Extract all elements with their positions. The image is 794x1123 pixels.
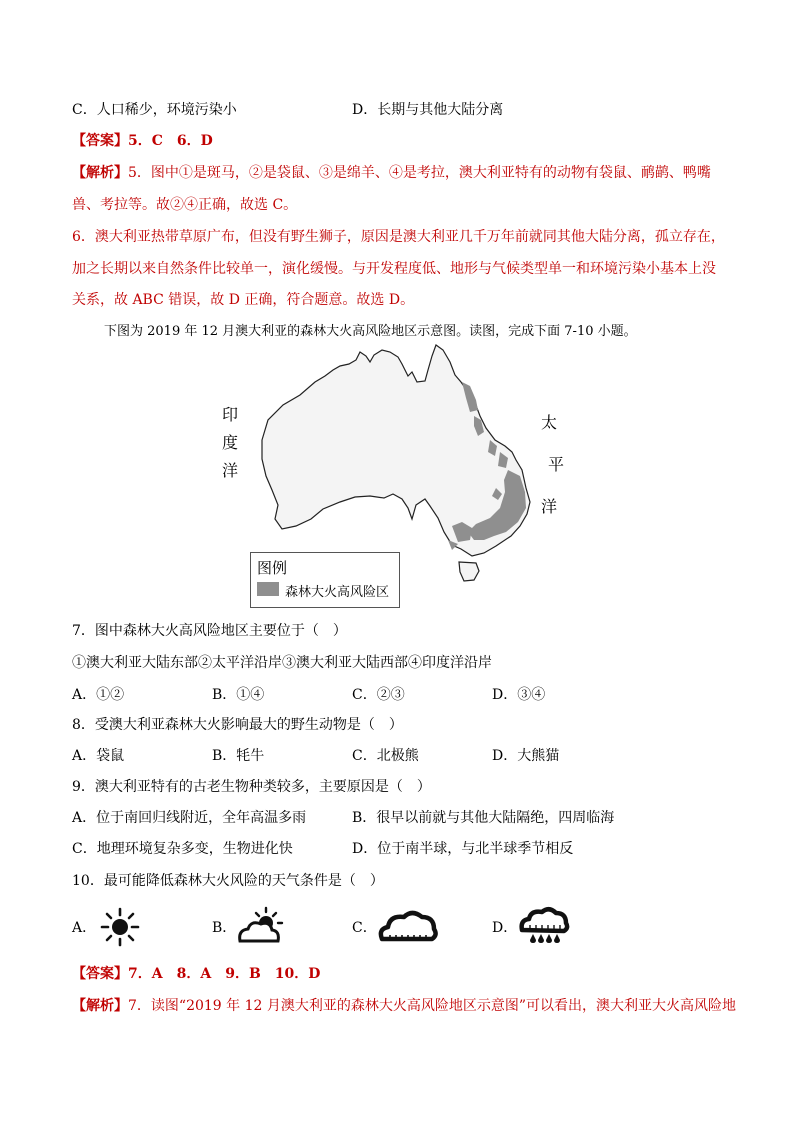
answer-tag: 【答案】 [72, 966, 128, 982]
legend-title: 图例 [257, 559, 288, 577]
analysis-tag: 【解析】 [72, 165, 128, 181]
sunny-icon [100, 907, 140, 947]
answer-block-1 [72, 131, 213, 151]
q8-option-c: C．北极熊 [352, 748, 419, 764]
tasmania [459, 562, 479, 581]
analysis-text: 5．图中①是斑马，②是袋鼠、③是绵羊、④是考拉，澳大利亚特有的动物有袋鼠、鸸鹋、鸭嘴 [128, 165, 711, 181]
q9-option-d: D．位于南半球，与北半球季节相反 [352, 841, 574, 857]
map-intro: 下图为 2019 年 12 月澳大利亚的森林大火高风险地区示意图。读图，完成下面 7-10 小题。 [104, 324, 637, 339]
q9-option-a: A．位于南回归线附近，全年高温多雨 [72, 810, 307, 826]
q7-option-a: A．①② [72, 687, 125, 703]
pacific-ocean-char-2: 平 [548, 455, 565, 474]
q7-stem: 7．图中森林大火高风险地区主要位于（ ） [72, 623, 347, 639]
analysis-line-5: 关系，故 ABC 错误，故 D 正确，符合题意。故选 D。 [72, 292, 415, 308]
pacific-ocean-char-3: 洋 [541, 497, 558, 516]
indian-ocean-char-2: 度 [222, 433, 239, 452]
q10-option-d: D． [492, 920, 518, 936]
analysis-line-4: 加之长期以来自然条件比较单一，演化缓慢。与开发程度低、地形与气候类型单一和环境污染小基本上没 [72, 261, 716, 277]
q5-option-d: D．长期与其他大陆分离 [352, 102, 504, 118]
answer-text: 5．C 6．D [128, 133, 213, 149]
analysis-line-2: 兽、考拉等。故②④正确，故选 C。 [72, 197, 298, 213]
q8-stem: 8．受澳大利亚森林大火影响最大的野生动物是（ ） [72, 717, 403, 733]
analysis-block-2 [72, 996, 736, 1016]
q10-option-c: C． [352, 920, 377, 936]
cloudy-icon [376, 905, 440, 945]
map-legend [250, 552, 400, 608]
analysis-line-1 [72, 163, 711, 183]
q9-option-c: C．地理环境复杂多变，生物进化快 [72, 841, 293, 857]
q8-option-b: B．牦牛 [212, 748, 265, 764]
answer-block-2 [72, 964, 320, 984]
q5-option-c: C．人口稀少，环境污染小 [72, 102, 237, 118]
q10-stem: 10．最可能降低森林大火风险的天气条件是（ ） [72, 873, 384, 889]
pacific-ocean-char-1: 太 [541, 413, 558, 432]
q7-option-c: C．②③ [352, 687, 405, 703]
q10-option-a: A． [72, 920, 97, 936]
q7-option-b: B．①④ [212, 687, 265, 703]
analysis-line-3: 6．澳大利亚热带草原广布，但没有野生狮子，原因是澳大利亚几千万年前就同其他大陆分离，孤立存在， [72, 229, 725, 245]
q8-option-a: A．袋鼠 [72, 748, 125, 764]
indian-ocean-char-3: 洋 [222, 461, 239, 480]
q8-option-d: D．大熊猫 [492, 748, 560, 764]
legend-swatch [257, 582, 279, 596]
answer-tag: 【答案】 [72, 133, 128, 149]
australia-mainland [262, 345, 530, 556]
q9-option-b: B．很早以前就与其他大陆隔绝，四周临海 [352, 810, 615, 826]
q9-stem: 9．澳大利亚特有的古老生物种类较多，主要原因是（ ） [72, 779, 431, 795]
q7-items: ①澳大利亚大陆东部②太平洋沿岸③澳大利亚大陆西部④印度洋沿岸 [72, 655, 492, 671]
answer-text: 7．A 8．A 9．B 10．D [128, 966, 321, 982]
q10-option-b: B． [212, 920, 237, 936]
legend-label: 森林大火高风险区 [285, 585, 390, 600]
partly-cloudy-icon [234, 906, 292, 946]
rain-icon [518, 906, 570, 950]
analysis-text: 7．读图“2019 年 12 月澳大利亚的森林大火高风险地区示意图”可以看出，澳大利亚大火高风险地 [128, 998, 737, 1014]
fire-risk-areas [448, 382, 526, 550]
analysis-tag: 【解析】 [72, 998, 128, 1014]
q7-option-d: D．③④ [492, 687, 546, 703]
indian-ocean-char-1: 印 [222, 405, 239, 424]
